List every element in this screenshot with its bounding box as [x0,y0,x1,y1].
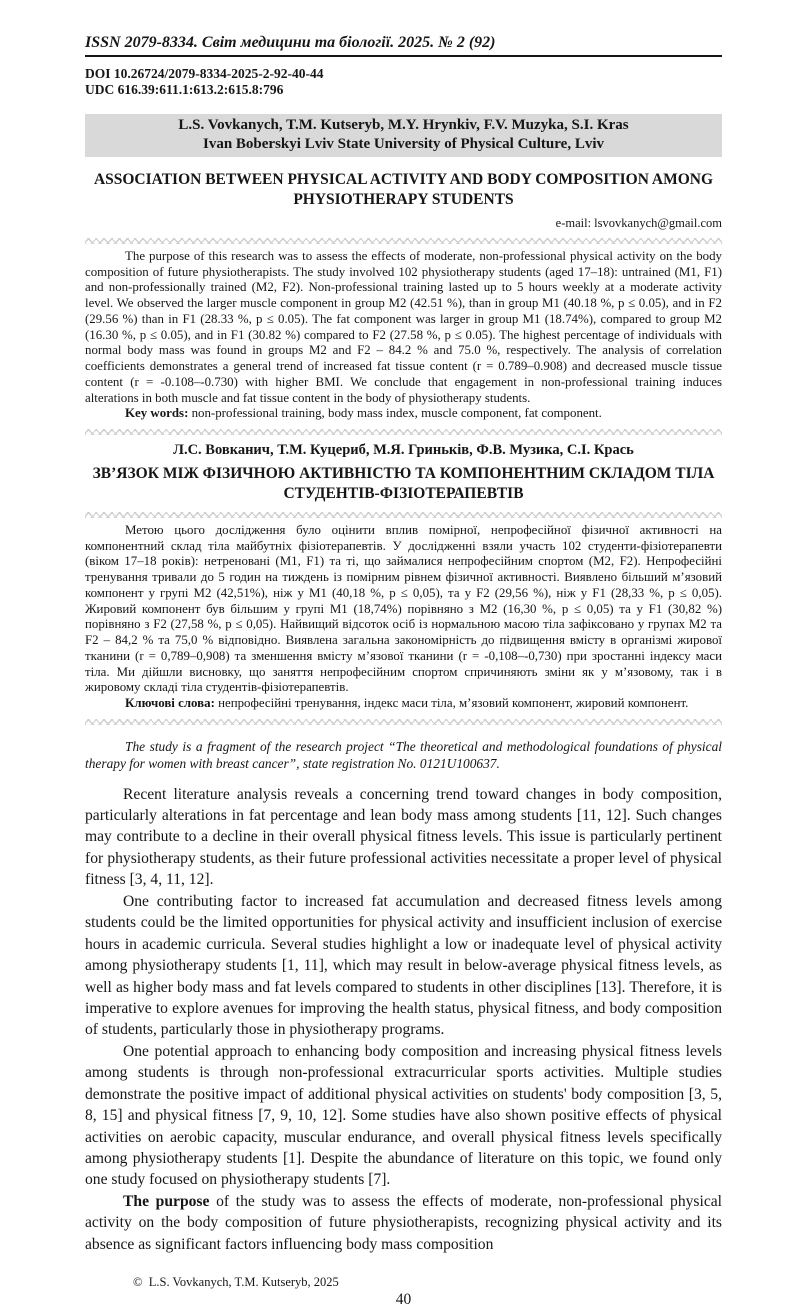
keywords-english [85,406,722,422]
contact-email: e-mail: lsvovkanych@gmail.com [555,215,722,230]
article-body [85,784,722,1256]
journal-issn-header: ISSN 2079-8334. Світ медицини та біології. 2025. № 2 (92) [85,34,722,57]
keywords-label-english: Key words: [125,406,189,421]
page-footer [85,1275,722,1309]
copyright-line: © L.S. Vovkanych, T.M. Kutseryb, 2025 [133,1275,339,1290]
abstract-english: The purpose of this research was to assess the effects of moderate, non-professional physical activity on the body composition of future physiotherapists. The study involved 102 physiotherapy students (aged 17–18): untrained (M1, F1) and non-professionally trained (M2, F2). Non-professional training lasted up to 5 hours weekly at a moderate activity level. We observed the larger muscle component in group M2 (42.51 %), than in group M1 (40.18 %, p ≤ 0.05), and in F2 (29.56 %) than in F1 (28.33 %, p ≤ 0.05). The fat component was larger in group M1 (18.74%), compared to group M2 (16.30 %, p ≤ 0.05), and in F1 (30.82 %) compared to F2 (27.58 %, p ≤ 0.05). The highest percentage of individuals with normal body mass was found in groups M2 and F2 – 84.2 % and 75.0 %, respectively. The analysis of correlation coefficients demonstrates a general trend of increased fat tissue content (r = 0.789–0.908) and decreased muscle tissue content (r = -0.108–-0.730) with higher BMI. We conclude that engagement in non-professional training induces alterations in both muscle and fat tissue content in the body of physiotherapy students. [85,248,722,405]
keywords-ukrainian [85,696,722,712]
doi-line: DOI 10.26724/2079-8334-2025-2-92-40-44 [85,66,324,81]
keywords-text-ukrainian: непрофесійні тренування, індекс маси тіла, м’язовий компонент, жировий компонент. [214,696,689,710]
article-title-ukrainian: ЗВ’ЯЗОК МІЖ ФІЗИЧНОЮ АКТИВНІСТЮ ТА КОМПОНЕНТНИМ СКЛАДОМ ТІЛА СТУДЕНТІВ-ФІЗІОТЕРАПЕВТІВ [92,465,715,503]
keywords-text-english: non-professional training, body mass index, muscle component, fat component. [188,406,602,421]
body-paragraph-purpose [85,1191,722,1255]
research-project-note: The study is a fragment of the research project “The theoretical and methodological foundations of physical therapy for women with breast cancer”, state registration No. 0121U100637. [85,738,722,772]
english-authors: L.S. Vovkanych, T.M. Kutseryb, M.Y. Hrynkiv, F.V. Muzyka, S.I. Kras [178,116,629,133]
body-paragraph-1: Recent literature analysis reveals a concerning trend toward changes in body composition, particularly alterations in fat percentage and lean body mass among students [11, 12]. Such changes may contribute to a decline in their overall physical fitness levels. This issue is particularly pertinent for physiotherapy students, as their future professional activities necessitate a proper level of physical fitness [3, 4, 11, 12]. [85,785,722,889]
zigzag-divider [85,719,722,725]
article-title-english: ASSOCIATION BETWEEN PHYSICAL ACTIVITY AND BODY COMPOSITION AMONG PHYSIOTHERAPY STUDENTS [93,171,714,209]
purpose-lead-text: The purpose [123,1192,210,1210]
zigzag-divider [85,238,722,244]
zigzag-divider [85,512,722,518]
zigzag-divider [85,429,722,435]
ukrainian-authors: Л.С. Вовканич, Т.М. Куцериб, М.Я. Гриньків, Ф.В. Музика, С.І. Крась [173,442,634,459]
keywords-label-ukrainian: Ключові слова: [125,696,215,710]
english-affiliation: Ivan Boberskyi Lviv State University of Physical Culture, Lviv [203,135,604,152]
body-paragraph-3: One potential approach to enhancing body composition and increasing physical fitness levels among students is through non-professional extracurricular sports activities. Multiple studies demonstrate the positive impact of additional physical activities on students' body composition [3, 5, 8, 15] and physical fitness [7, 9, 10, 12]. Some studies have also shown positive effects of physical activities on aerobic capacity, muscular endurance, and overall physical fitness levels specifically among physiotherapy students [1]. Despite the abundance of literature on this topic, we found only one study focused on physiotherapy students [7]. [85,1042,722,1189]
purpose-rest-text: of the study was to assess the effects of moderate, non-professional physical activity on the body composition of future physiotherapists, recognizing physical activity and its absence as significant factors influencing body mass composition [85,1192,722,1253]
doi-udc-block [85,66,722,99]
english-authors-band [85,114,722,157]
page-number: 40 [395,1291,412,1309]
abstract-ukrainian: Метою цього дослідження було оцінити вплив помірної, непрофесійної фізичної активності на компонентний склад тіла майбутніх фізіотерапевтів. У дослідженні взяли участь 102 студенти-фізіотерапевти (віком 17–18 років): нетреновані (М1, F1) та ті, що займалися непрофесійним спортом (М2, F2). Непрофесійні тренування тривали до 5 годин на тиждень із помірним рівнем фізичної активності. Виявлено більший м’язовий компонент у групі М2 (42,51%), ніж у М1 (40,18 %, p ≤ 0,05), та у F2 (29,56 %), ніж у F1 (28,33 %, p ≤ 0,05). Жировий компонент був більшим у групі М1 (18,74%) порівняно з М2 (16,30 %, p ≤ 0,05) та у F1 (30,82 %) порівняно з F2 (27,58 %, p ≤ 0,05). Найвищий відсоток осіб із нормальною масою тіла зафіксовано у групах М2 та F2 – 84,2 % та 75,0 % відповідно. Виявлена загальна закономірність до підвищення вмісту в організмі жирової тканини (r = 0,789–0,908) та зменшення вмісту м’язової тканини (r = -0,108–-0,730) при зростанні індексу маси тіла. Ми дійшли висновку, що заняття непрофесійним спортом спричиняють зміни як у м’язовому, так і в жировому складі тіла студентів-фізіотерапевтів. [85,522,722,695]
body-paragraph-2: One contributing factor to increased fat accumulation and decreased fitness levels among students could be the limited opportunities for physical activity and insufficient inclusion of exercise hours in academic curricula. Several studies highlight a low or inadequate level of physical activity among physiotherapy students [1, 11], which may result in below-average physical fitness levels, as well as higher body mass and fat levels compared to students in other disciplines [13]. Therefore, it is imperative to explore avenues for improving the health status, physical fitness, and body composition of students, particularly those in physiotherapy programs. [85,892,722,1039]
udc-line: UDC 616.39:611.1:613.2:615.8:796 [85,82,284,98]
